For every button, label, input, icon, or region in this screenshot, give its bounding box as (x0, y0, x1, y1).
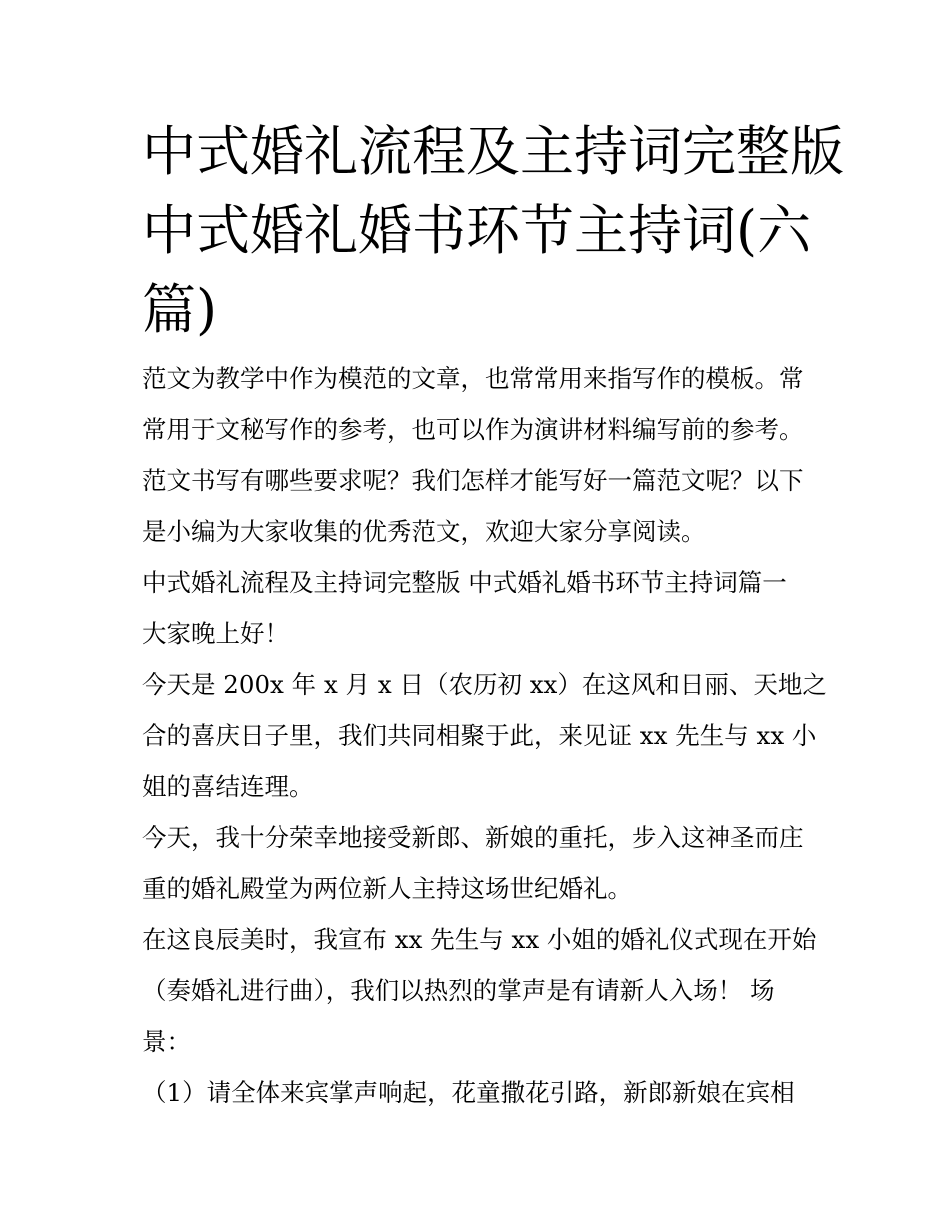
body-line: （奏婚礼进行曲），我们以热烈的掌声是有请新人入场！ 场 (142, 976, 775, 1005)
section-heading-line: 中式婚礼流程及主持词完整版 中式婚礼婚书环节主持词篇一 (142, 568, 787, 597)
body-line: 是小编为大家收集的优秀范文，欢迎大家分享阅读。 (142, 517, 706, 546)
body-line: （1）请全体来宾掌声响起，花童撒花引路，新郎新娘在宾相 (142, 1078, 795, 1107)
body-line: 景： (142, 1027, 191, 1056)
body-line: 今天，我十分荣幸地接受新郎、新娘的重托，步入这神圣而庄 (142, 823, 804, 852)
body-line: 范文为教学中作为模范的文章，也常常用来指写作的模板。常 (142, 364, 804, 393)
title-line: 中式婚礼婚书环节主持词(六 (142, 199, 812, 262)
body-line: 范文书写有哪些要求呢？我们怎样才能写好一篇范文呢？以下 (142, 466, 804, 495)
body-line: 在这良辰美时，我宣布 xx 先生与 xx 小姐的婚礼仪式现在开始 (142, 925, 817, 954)
body-line: 大家晚上好！ (142, 619, 289, 648)
document-title (142, 112, 844, 349)
body-line: 常用于文秘写作的参考，也可以作为演讲材料编写前的参考。 (142, 415, 804, 444)
body-line: 合的喜庆日子里，我们共同相聚于此，来见证 xx 先生与 xx 小 (142, 721, 817, 750)
title-line: 篇) (142, 278, 218, 341)
title-line: 中式婚礼流程及主持词完整版 (142, 120, 844, 183)
document-body (142, 357, 827, 1122)
body-line: 今天是 200x 年 x 月 x 日（农历初 xx）在这风和日丽、天地之 (142, 670, 827, 699)
body-line: 姐的喜结连理。 (142, 772, 314, 801)
body-line: 重的婚礼殿堂为两位新人主持这场世纪婚礼。 (142, 874, 632, 903)
